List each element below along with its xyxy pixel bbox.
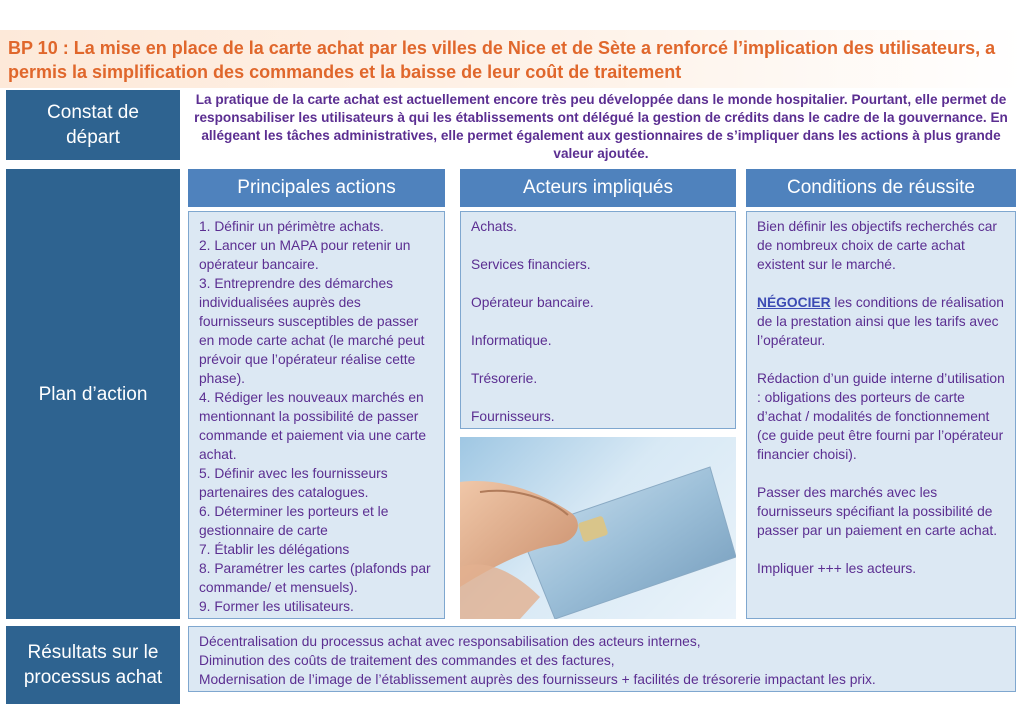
- resultats-label: [6, 626, 180, 704]
- actions-list: [188, 211, 445, 619]
- conditions-header: Conditions de réussite: [746, 169, 1016, 207]
- acteurs-header: Acteurs impliqués: [460, 169, 736, 207]
- list-item: 6. Déterminer les porteurs et le gestionnaire de carte: [199, 504, 389, 538]
- acteurs-list: [460, 211, 736, 429]
- list-item: Fournisseurs.: [471, 409, 555, 424]
- list-item: 3. Entreprendre des démarches individualisées auprès des fournisseurs susceptibles de passer en mode carte achat (le marché peut prévoir que l’opérateur réalise cette phase).: [199, 276, 425, 386]
- resultats-list: [188, 626, 1016, 692]
- list-item: Décentralisation du processus achat avec responsabilisation des acteurs internes,: [199, 634, 701, 649]
- list-item: Opérateur bancaire.: [471, 295, 594, 310]
- list-item: Informatique.: [471, 333, 552, 348]
- list-item: 7. Établir les délégations: [199, 542, 350, 557]
- condition-paragraph: Rédaction d’un guide interne d’utilisation : obligations des porteurs de carte d’achat / modalités de fonctionnement (ce guide peut être fourni par l’opérateur financier choisi).: [757, 371, 1005, 462]
- negocier-keyword: NÉGOCIER: [757, 295, 831, 310]
- constat-label: [6, 90, 180, 160]
- condition-paragraph: [757, 293, 1005, 350]
- condition-paragraph: Bien définir les objectifs recherchés car de nombreux choix de carte achat existent sur le marché.: [757, 219, 998, 272]
- constat-label-text: Constat de départ: [47, 102, 139, 148]
- plan-label-text: Plan d’action: [38, 383, 148, 405]
- condition-paragraph: Impliquer +++ les acteurs.: [757, 561, 917, 576]
- constat-text: La pratique de la carte achat est actuellement encore très peu développée dans le monde hospitalier. Pourtant, elle permet de responsabiliser les utilisateurs à qui les établissements ont délégué la gestion de crédits dans le cadre de la gouvernance. En allégeant les tâches administratives, elle permet également aux gestionnaires de s’impliquer dans les actions à plus grande valeur ajoutée.: [194, 92, 1008, 161]
- list-item: Achats.: [471, 219, 518, 234]
- resultats-label-text: Résultats sur le processus achat: [23, 642, 163, 688]
- list-item: Diminution des coûts de traitement des commandes et des factures,: [199, 653, 615, 668]
- plan-label: [6, 169, 180, 619]
- conditions-list: [746, 211, 1016, 619]
- list-item: 2. Lancer un MAPA pour retenir un opérateur bancaire.: [199, 238, 411, 272]
- condition-text: les conditions de réalisation de la prestation ainsi que les tarifs avec l’opérateur.: [757, 295, 1004, 348]
- credit-card-photo: [460, 437, 736, 619]
- list-item: 8. Paramétrer les cartes (plafonds par commande/ et mensuels).: [199, 561, 431, 595]
- actions-header: Principales actions: [188, 169, 445, 207]
- list-item: Modernisation de l’image de l’établissement auprès des fournisseurs + facilités de trésorerie impactant les prix.: [199, 672, 876, 687]
- list-item: 1. Définir un périmètre achats.: [199, 219, 384, 234]
- list-item: Services financiers.: [471, 257, 591, 272]
- list-item: Trésorerie.: [471, 371, 538, 386]
- page-title: BP 10 : La mise en place de la carte achat par les villes de Nice et de Sète a renforcé l’implication des utilisateurs, a permis la simplification des commandes et la baisse de leur coût de traitement: [8, 38, 996, 82]
- list-item: 4. Rédiger les nouveaux marchés en mentionnant la possibilité de passer commande et paiement via une carte achat.: [199, 390, 427, 462]
- list-item: 5. Définir avec les fournisseurs partenaires des catalogues.: [199, 466, 388, 500]
- list-item: 9. Former les utilisateurs.: [199, 599, 354, 614]
- credit-card-hand-image: [460, 437, 736, 619]
- condition-paragraph: Passer des marchés avec les fournisseurs spécifiant la possibilité de passer par un paiement en carte achat.: [757, 485, 998, 538]
